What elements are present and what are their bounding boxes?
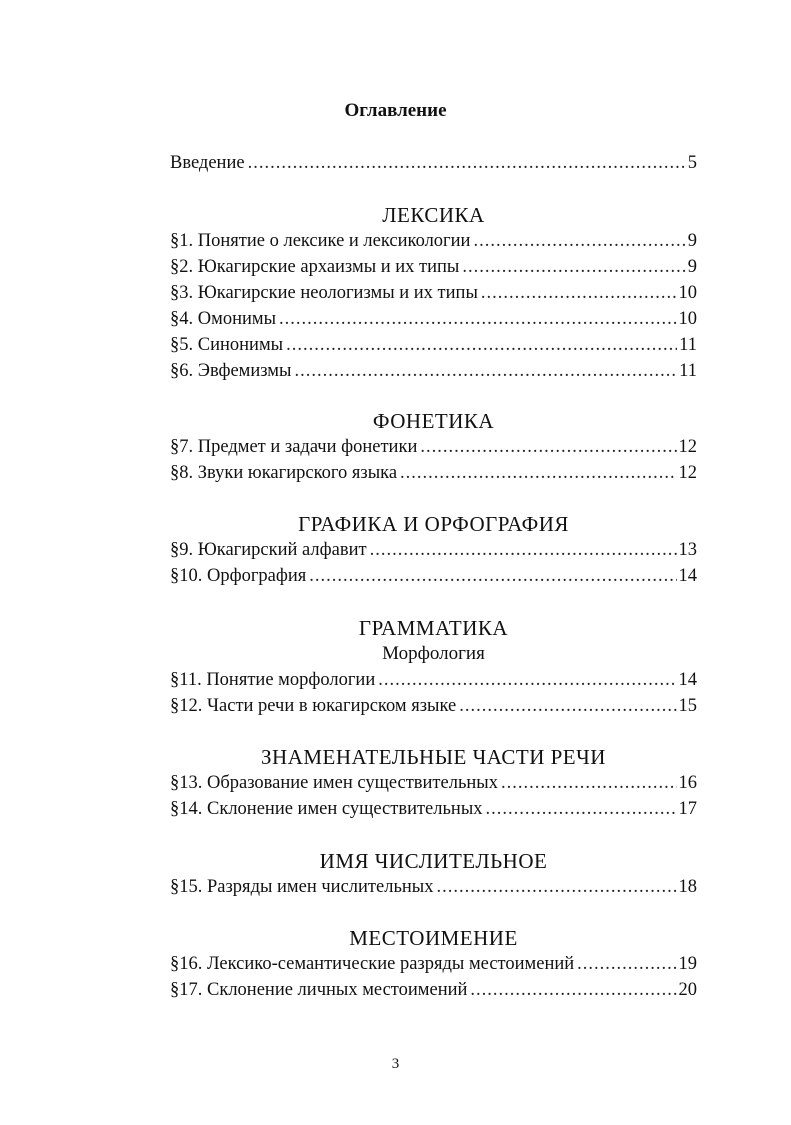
toc-entry[interactable] <box>170 280 697 306</box>
entry-label: §17. Склонение личных местоимений <box>170 977 470 1003</box>
dot-leader <box>577 951 676 977</box>
section-heading-notional-parts: ЗНАМЕНАТЕЛЬНЫЕ ЧАСТИ РЕЧИ <box>261 745 606 769</box>
entry-page: 14 <box>677 667 698 693</box>
entry-label: §11. Понятие морфологии <box>170 667 378 693</box>
entry-label: §9. Юкагирский алфавит <box>170 537 370 563</box>
entry-label: §14. Склонение имен существительных <box>170 796 486 822</box>
toc-entry[interactable] <box>170 460 697 486</box>
entry-page: 20 <box>677 977 698 1003</box>
dot-leader <box>462 254 685 280</box>
dot-leader <box>309 563 676 589</box>
entry-label: §1. Понятие о лексике и лексикологии <box>170 228 473 254</box>
entry-page: 5 <box>686 150 697 176</box>
toc-entry[interactable] <box>170 874 697 900</box>
entry-page: 13 <box>677 537 698 563</box>
dot-leader <box>486 796 677 822</box>
entry-label: §5. Синонимы <box>170 332 286 358</box>
toc-entry[interactable] <box>170 977 697 1003</box>
dot-leader <box>420 434 676 460</box>
dot-leader <box>481 280 677 306</box>
entry-label: §7. Предмет и задачи фонетики <box>170 434 420 460</box>
entry-page: 17 <box>677 796 698 822</box>
entry-label: §13. Образование имен существительных <box>170 770 501 796</box>
dot-leader <box>378 667 676 693</box>
section-heading-grammar: ГРАММАТИКА <box>358 616 509 640</box>
toc-entry[interactable] <box>170 951 697 977</box>
entry-label: §4. Омонимы <box>170 306 279 332</box>
dot-leader <box>294 358 677 384</box>
dot-leader <box>436 874 676 900</box>
entry-label: §8. Звуки юкагирского языка <box>170 460 400 486</box>
dot-leader <box>370 537 677 563</box>
entry-page: 10 <box>677 306 698 332</box>
toc-entry-introduction[interactable] <box>170 150 697 176</box>
toc-entry[interactable] <box>170 254 697 280</box>
page-title: Оглавление <box>344 100 447 121</box>
entry-label: §3. Юкагирские неологизмы и их типы <box>170 280 481 306</box>
toc-entry[interactable] <box>170 434 697 460</box>
toc-entry[interactable] <box>170 563 697 589</box>
entry-page: 10 <box>677 280 698 306</box>
section-heading-graphics-orthography: ГРАФИКА И ОРФОГРАФИЯ <box>298 512 569 536</box>
entry-label: §10. Орфография <box>170 563 309 589</box>
toc-entry[interactable] <box>170 306 697 332</box>
page-number: 3 <box>391 1056 400 1072</box>
toc-entry[interactable] <box>170 667 697 693</box>
toc-entry[interactable] <box>170 332 697 358</box>
toc-entry[interactable] <box>170 796 697 822</box>
entry-label: Введение <box>170 150 248 176</box>
toc-entry[interactable] <box>170 693 697 719</box>
toc-entry[interactable] <box>170 228 697 254</box>
dot-leader <box>470 977 676 1003</box>
section-heading-pronoun: МЕСТОИМЕНИЕ <box>349 926 518 950</box>
section-subheading-morphology: Морфология <box>382 643 485 664</box>
entry-page: 12 <box>677 434 698 460</box>
toc-entry[interactable] <box>170 770 697 796</box>
entry-label: §16. Лексико-семантические разряды местоимений <box>170 951 577 977</box>
entry-page: 18 <box>677 874 698 900</box>
entry-page: 11 <box>677 358 697 384</box>
dot-leader <box>286 332 677 358</box>
entry-page: 9 <box>686 228 697 254</box>
entry-page: 14 <box>677 563 698 589</box>
toc-entry[interactable] <box>170 358 697 384</box>
entry-label: §12. Части речи в юкагирском языке <box>170 693 459 719</box>
entry-label: §2. Юкагирские архаизмы и их типы <box>170 254 462 280</box>
dot-leader <box>400 460 676 486</box>
dot-leader <box>501 770 677 796</box>
entry-page: 19 <box>677 951 698 977</box>
entry-page: 15 <box>677 693 698 719</box>
toc-entry[interactable] <box>170 537 697 563</box>
dot-leader <box>279 306 676 332</box>
dot-leader <box>473 228 685 254</box>
entry-page: 11 <box>677 332 697 358</box>
entry-page: 16 <box>677 770 698 796</box>
entry-page: 12 <box>677 460 698 486</box>
dot-leader <box>459 693 676 719</box>
dot-leader <box>248 150 686 176</box>
section-heading-phonetics: ФОНЕТИКА <box>372 409 495 433</box>
entry-label: §6. Эвфемизмы <box>170 358 294 384</box>
section-heading-numeral: ИМЯ ЧИСЛИТЕЛЬНОЕ <box>319 849 548 873</box>
entry-label: §15. Разряды имен числительных <box>170 874 436 900</box>
entry-page: 9 <box>686 254 697 280</box>
section-heading-lexicon: ЛЕКСИКА <box>382 203 485 227</box>
